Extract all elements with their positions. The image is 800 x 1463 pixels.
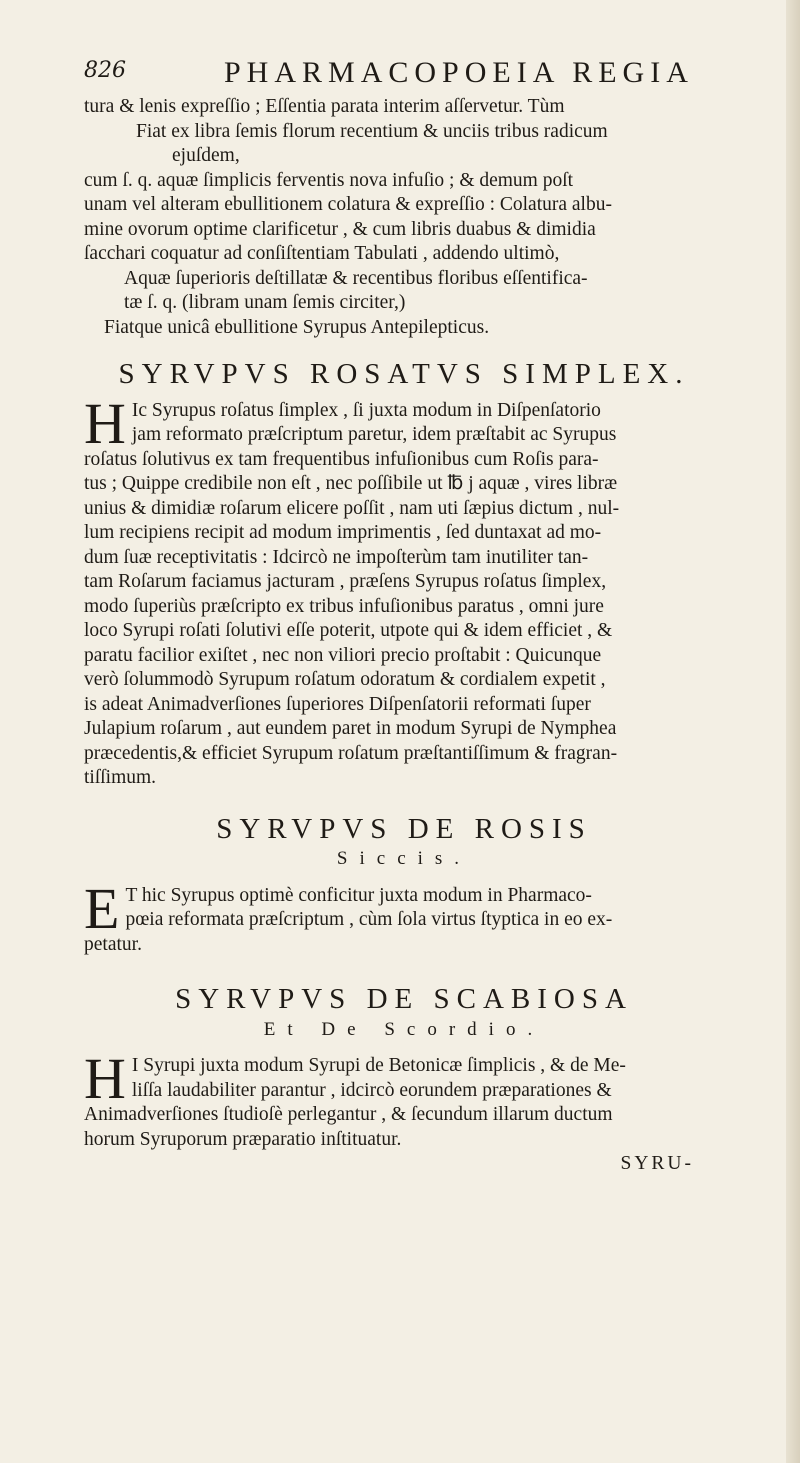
- text-line: Fiat ex libra ſemis florum recentium & unciis tribus radicum: [136, 120, 608, 142]
- text-line: I Syrupi juxta modum Syrupi de Betonicæ ſimplicis , & de Me-: [131, 1055, 626, 1076]
- text-line: horum Syruporum præparatio inſtituatur.: [84, 1128, 402, 1150]
- text-line: paratu facilior exiſtet , nec non viliori precio proſtabit : Quicunque: [84, 644, 602, 666]
- text-line: Julapium roſarum , aut eundem paret in modum Syrupi de Nymphea: [84, 718, 617, 739]
- text-line: ſacchari coquatur ad conſiſtentiam Tabulati , addendo ultimò,: [84, 243, 560, 264]
- text-line: is adeat Animadverſiones ſuperiores Diſpenſatorii reformati ſuper: [84, 693, 591, 715]
- text-line: Fiatque unicâ ebullitione Syrupus Antepilepticus.: [104, 316, 490, 338]
- running-title: PHARMACOPOEIA REGIA: [224, 56, 694, 89]
- text-line: unius & dimidiæ roſarum elicere poſſit , nam uti ſæpius dictum , nul-: [84, 497, 620, 519]
- section-subheading-scordio: Et De Scordio.: [263, 1018, 545, 1040]
- section-subheading-siccis: Siccis.: [336, 848, 472, 869]
- drop-capital: H: [84, 390, 126, 456]
- running-head: [84, 50, 724, 90]
- text-line: cum ſ. q. aquæ ſimplicis ferventis nova infuſio ; & demum poſt: [84, 169, 574, 191]
- text-line: lum recipiens recipit ad modum imprimentis , ſed duntaxat ad mo-: [84, 522, 602, 543]
- text-line: tura & lenis expreſſio ; Eſſentia parata interim aſſervetur. Tùm: [84, 96, 565, 117]
- text-line: T hic Syrupus optimè conficitur juxta modum in Pharmaco-: [125, 884, 592, 906]
- text-line: tus ; Quippe credibile non eſt , nec poſſibile ut ℔ j aquæ , vires libræ: [84, 473, 618, 494]
- drop-capital: H: [84, 1046, 126, 1111]
- text-line: liſſa laudabiliter parantur , idcircò eorundem præparationes &: [131, 1079, 612, 1101]
- drop-capital: E: [84, 875, 120, 941]
- text-line: Aquæ ſuperioris deſtillatæ & recentibus floribus eſſentifica-: [124, 267, 588, 289]
- text-line: unam vel alteram ebullitionem colatura & expreſſio : Colatura albu-: [84, 194, 612, 215]
- page-edge: [786, 0, 800, 1463]
- section-heading-scabiosa: SYRVPVS DE SCABIOSA: [175, 983, 633, 1015]
- text-line: roſatus ſolutivus ex tam frequentibus infuſionibus cum Roſis para-: [84, 448, 599, 470]
- paragraph-de-rosis: [84, 875, 724, 958]
- section-heading-rosatus: SYRVPVS ROSATVS SIMPLEX.: [118, 358, 690, 390]
- section-heading-de-rosis: SYRVPVS DE ROSIS: [216, 812, 592, 845]
- text-line: jam reformato præſcriptum paretur, idem præſtabit ac Syrupus: [131, 424, 617, 445]
- text-line: tiſſimum.: [84, 767, 157, 788]
- page-number: 826: [84, 58, 126, 83]
- catchword: SYRU-: [620, 1153, 694, 1174]
- text-line: pœia reformata præſcriptum , cùm ſola virtus ſtyptica in eo ex-: [125, 909, 613, 930]
- text-line: Ic Syrupus roſatus ſimplex , ſi juxta modum in Diſpenſatorio: [131, 399, 601, 421]
- text-line: tam Roſarum faciamus jacturam , præſens Syrupus roſatus ſimplex,: [84, 571, 607, 592]
- text-line: mine ovorum optime clarificetur , & cum libris duabus & dimidia: [84, 218, 596, 240]
- text-line: modo ſuperiùs præſcripto ex tribus infuſionibus paratus , omni jure: [84, 595, 604, 617]
- text-line: ejuſdem,: [172, 145, 240, 166]
- paragraph-scabiosa: [84, 1046, 724, 1152]
- body-text: [84, 95, 724, 1177]
- text-line: Animadverſiones ſtudioſè perlegantur , & ſecundum illarum ductum: [84, 1104, 613, 1125]
- text-line: petatur.: [84, 933, 142, 955]
- text-line: tæ ſ. q. (libram unam ſemis circiter,): [124, 292, 406, 313]
- text-line: loco Syrupi roſati ſolutivi eſſe poterit, utpote qui & idem efficiet , &: [84, 620, 613, 641]
- intro-paragraph: [84, 95, 724, 340]
- paragraph-rosatus: [84, 390, 724, 791]
- text-line: verò ſolummodò Syrupum roſatum odoratum & cordialem expetit ,: [84, 669, 606, 690]
- text-line: præcedentis,& efficiet Syrupum roſatum præſtantiſſimum & fragran-: [84, 742, 618, 764]
- text-line: dum ſuæ receptivitatis : Idcircò ne impoſterùm tam inutiliter tan-: [84, 546, 589, 568]
